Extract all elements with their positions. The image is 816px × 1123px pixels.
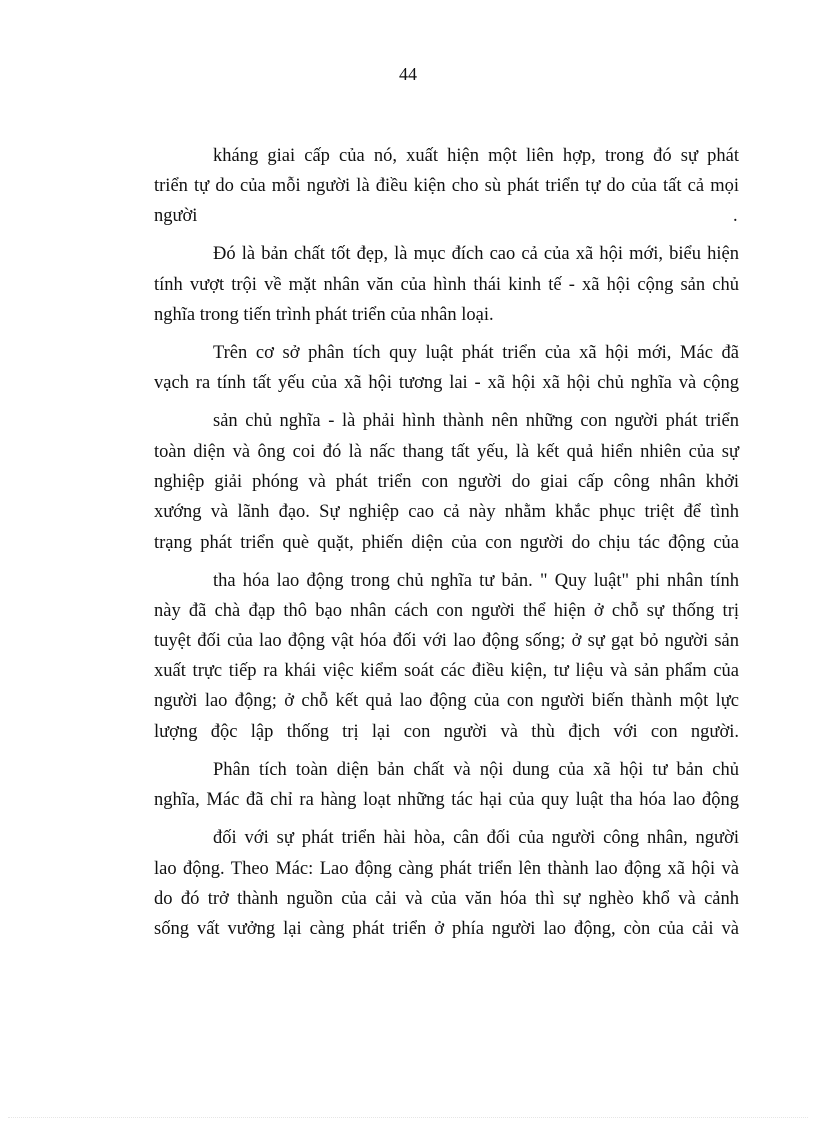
text-line: Trên cơ sở phân tích quy luật phát triển của xã hội mới, Mác đã	[213, 343, 739, 363]
text-line: kháng giai cấp của nó, xuất hiện một liên hợp, trong đó sự phát	[213, 146, 739, 166]
text-line: trạng phát triển què quặt, phiến diện của con người do chịu tác động của	[154, 533, 739, 553]
text-line: sản chủ nghĩa - là phải hình thành nên những con người phát triển	[213, 411, 739, 431]
text-line: lao động. Theo Mác: Lao động càng phát triển lên thành lao động xã hội và	[154, 859, 739, 879]
text-line: xuất trực tiếp ra khái việc kiểm soát các điều kiện, tư liệu và sản phẩm của	[154, 661, 739, 681]
text-line: người	[154, 206, 198, 226]
text-line: .	[733, 206, 738, 226]
text-line: vạch ra tính tất yếu của xã hội tương lai - xã hội xã hội chủ nghĩa và cộng	[154, 373, 739, 393]
text-line: Phân tích toàn diện bản chất và nội dung của xã hội tư bản chủ	[213, 760, 739, 780]
text-line: nghiệp giải phóng và phát triển con người do giai cấp công nhân khởi	[154, 472, 739, 492]
text-line: nghĩa, Mác đã chỉ ra hàng loạt những tác hại của quy luật tha hóa lao động	[154, 790, 739, 810]
page-bottom-divider	[8, 1117, 808, 1118]
text-line: lượng độc lập thống trị lại con người và thù địch với con người.	[154, 722, 739, 742]
text-line: toàn diện và ông coi đó là nấc thang tất yếu, là kết quả hiển nhiên của sự	[154, 442, 739, 462]
text-line: triển tự do của mỗi người là điều kiện cho sù phát triển tự do của tất cả mọi	[154, 176, 739, 196]
text-line: nghĩa trong tiến trình phát triển của nhân loại.	[154, 305, 494, 325]
text-line: tha hóa lao động trong chủ nghĩa tư bản. " Quy luật" phi nhân tính	[213, 571, 739, 591]
text-line: xướng và lãnh đạo. Sự nghiệp cao cả này nhằm khắc phục triệt để tình	[154, 502, 739, 522]
text-line: do đó trở thành nguồn của cải và của văn hóa thì sự nghèo khổ và cảnh	[154, 889, 739, 909]
text-line: đối với sự phát triển hài hòa, cân đối của người công nhân, người	[213, 828, 739, 848]
text-line: tính vượt trội về mặt nhân văn của hình thái kinh tế - xã hội cộng sản chủ	[154, 275, 739, 295]
text-line: Đó là bản chất tốt đẹp, là mục đích cao cả của xã hội mới, biểu hiện	[213, 244, 739, 264]
text-line: người lao động; ở chỗ kết quả lao động của con người biến thành một lực	[154, 691, 739, 711]
page-number: 44	[399, 64, 417, 84]
text-line: tuyệt đối của lao động vật hóa đối với lao động sống; ở sự gạt bỏ người sản	[154, 631, 739, 651]
text-line: này đã chà đạp thô bạo nhân cách con người thể hiện ở chỗ sự thống trị	[154, 601, 739, 621]
text-line: sống vất vưởng lại càng phát triển ở phía người lao động, còn của cải và	[154, 919, 739, 939]
